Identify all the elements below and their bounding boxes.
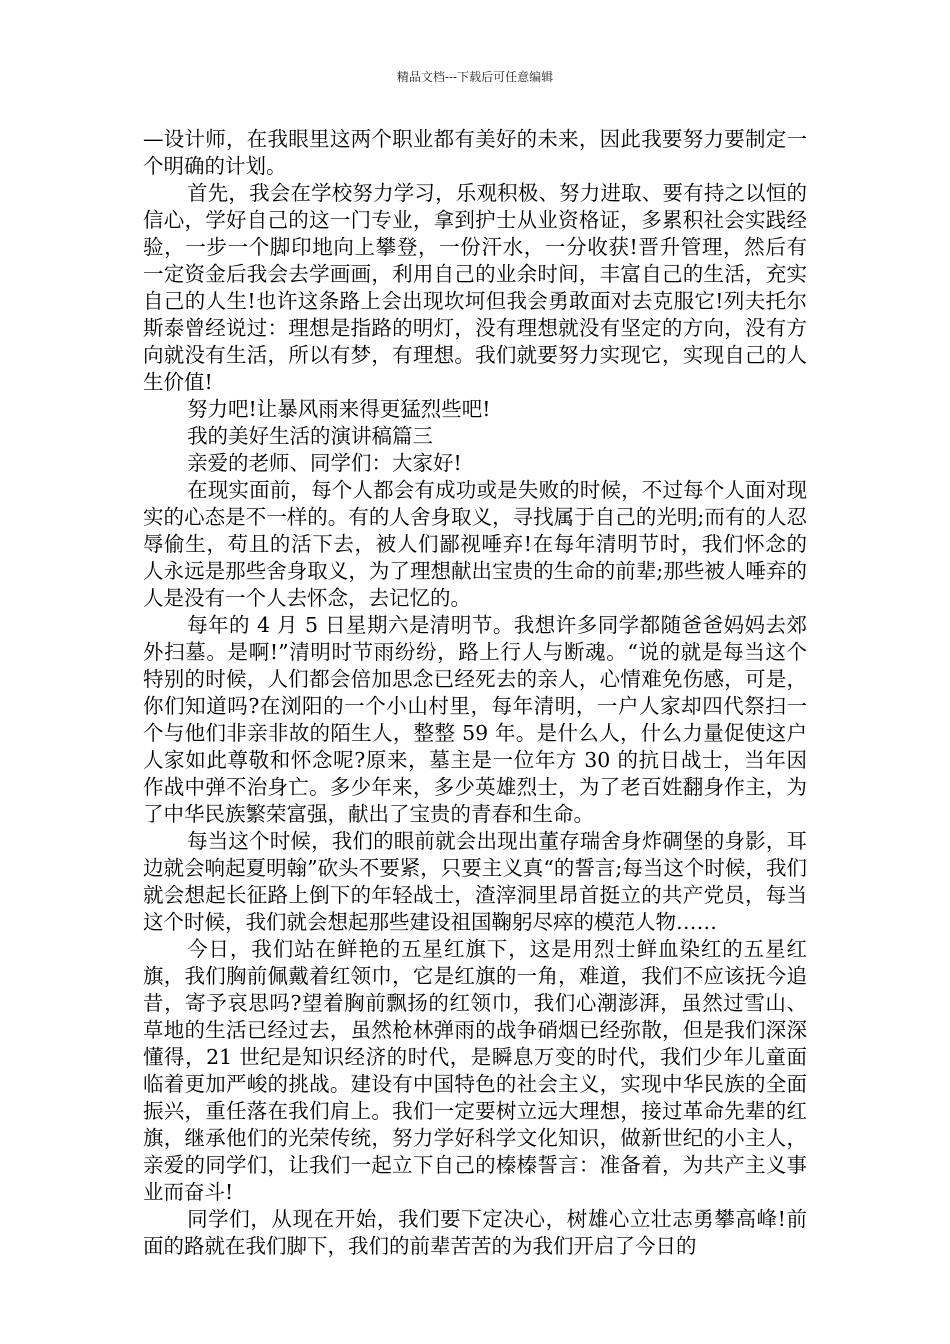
paragraph: 同学们，从现在开始，我们要下定决心，树雄心立壮志勇攀高峰!前面的路就在我们脚下，我们的前辈苦苦的为我们开启了今日的 bbox=[143, 1207, 807, 1258]
paragraph: —设计师，在我眼里这两个职业都有美好的未来，因此我要努力要制定一个明确的计划。 bbox=[143, 127, 807, 178]
paragraph: 今日，我们站在鲜艳的五星红旗下，这是用烈士鲜血染红的五星红旗，我们胸前佩戴着红领巾，它是红旗的一角，难道，我们不应该抚今追昔，寄予哀思吗?望着胸前飘扬的红领巾，我们心潮澎湃，虽然过雪山、草地的生活已经过去，虽然枪林弹雨的战争硝烟已经弥散，但是我们深深懂得，21 世纪是知识经济的时代，是瞬息万变的时代，我们少年儿童面临着更加严峻的挑战。建设有中国特色的社会主义，实现中华民族的全面振兴，重任落在我们肩上。我们一定要树立远大理想，接过革命先辈的红旗，继承他们的光荣传统，努力学好科学文化知识，做新世纪的小主人，亲爱的同学们，让我们一起立下自己的榛榛誓言：准备着，为共产主义事业而奋斗! bbox=[143, 937, 807, 1204]
paragraph: 每当这个时候，我们的眼前就会出现出董存瑞舍身炸碉堡的身影，耳边就会响起夏明翰”砍头不要紧，只要主义真“的誓言;每当这个时候，我们就会想起长征路上倒下的年轻战士，渣滓洞里昂首挺立的共产党员，每当这个时候，我们就会想起那些建设祖国鞠躬尽瘁的模范人物…… bbox=[143, 829, 807, 934]
page-header: 精品文档---下载后可任意编辑 bbox=[396, 70, 554, 84]
paragraph: 每年的 4 月 5 日星期六是清明节。我想许多同学都随爸爸妈妈去郊外扫墓。是啊!”清明时节雨纷纷，路上行人与断魂。“说的就是每当这个特别的时候，人们都会倍加思念已经死去的亲人，心情难免伤感，可是，你们知道吗?在浏阳的一个小山村里，每年清明，一户人家却四代祭扫一个与他们非亲非故的陌生人，整整 59 年。是什么人，什么力量促使这户人家如此尊敬和怀念呢?原来，墓主是一位年方 30 的抗日战士，当年因作战中弹不治身亡。多少年来，多少英雄烈士，为了老百姓翻身作主，为了中华民族繁荣富强，献出了宝贵的青春和生命。 bbox=[143, 613, 807, 826]
greeting: 亲爱的老师、同学们：大家好! bbox=[187, 451, 462, 475]
paragraph: 首先，我会在学校努力学习，乐观积极、努力进取、要有持之以恒的信心，学好自己的这一门专业，拿到护士从业资格证，多累积社会实践经验，一步一个脚印地向上攀登，一份汗水，一分收获!晋升管理，然后有一定资金后我会去学画画，利用自己的业余时间，丰富自己的生活，充实自己的人生!也许这条路上会出现坎坷但我会勇敢面对去克服它!列夫托尔斯泰曾经说过：理想是指路的明灯，没有理想就没有坚定的方向，没有方向就没有生活，所以有梦，有理想。我们就要努力实现它，实现自己的人生价值! bbox=[143, 181, 807, 394]
paragraph: 努力吧!让暴风雨来得更猛烈些吧! bbox=[187, 397, 491, 421]
document-body bbox=[143, 126, 807, 1260]
paragraph: 在现实面前，每个人都会有成功或是失败的时候，不过每个人面对现实的心态是不一样的。有的人舍身取义，寻找属于自己的光明;而有的人忍辱偷生，苟且的活下去，被人们鄙视唾弃!在每年清明节时，我们怀念的人永远是那些舍身取义，为了理想献出宝贵的生命的前辈;那些被人唾弃的人是没有一个人去怀念，去记忆的。 bbox=[143, 478, 807, 610]
section-title: 我的美好生活的演讲稿篇三 bbox=[187, 424, 434, 448]
